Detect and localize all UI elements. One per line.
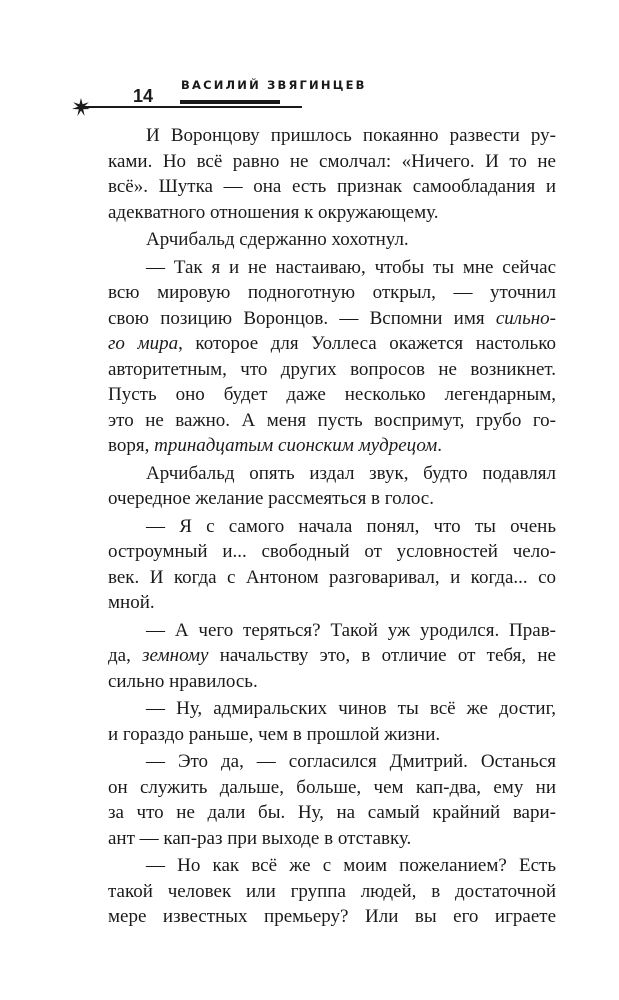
paragraph	[108, 123, 556, 225]
running-header	[0, 0, 619, 120]
text-line: ками. Но всё равно не смолчал: «Ничего. И то не	[108, 150, 556, 172]
text-segment: свою позицию Воронцов. — Вспомни имя	[108, 307, 496, 329]
text-line: Пусть оно будет даже несколько легендарным,	[108, 384, 556, 405]
text-segment: воря,	[108, 435, 155, 456]
text-segment: .	[437, 435, 443, 456]
text-line: — Я с самого начала понял, что ты очень	[146, 515, 556, 537]
text-line: век. И когда с Антоном разговаривал, и когда... со	[108, 566, 556, 588]
text-segment: , которое для Уоллеса окажется настолько	[178, 333, 556, 354]
paragraph	[108, 749, 556, 851]
italic-segment: земному	[142, 645, 209, 666]
text-line: — А чего теряться? Такой уж уродился. Прав-	[146, 619, 556, 641]
text-line: — Это да, — согласился Дмитрий. Останься	[146, 751, 556, 772]
text-line: всю мировую подноготную открыл, — уточнил	[108, 282, 556, 303]
text-line: всё». Шутка — она есть признак самообладания и	[108, 176, 556, 197]
author-name: ВАСИЛИЙ ЗВЯГИНЦЕВ	[181, 78, 367, 92]
text-line	[108, 643, 556, 669]
paragraph	[108, 255, 556, 459]
text-line	[108, 331, 556, 357]
italic-segment: го мира	[108, 333, 179, 354]
text-line: Арчибальд опять издал звук, будто подавлял	[146, 462, 556, 484]
text-line	[108, 433, 556, 459]
text-line: очередное желание рассмеяться в голос.	[108, 488, 434, 509]
text-segment: да,	[108, 645, 143, 666]
text-line: ант — кап-раз при выходе в отставку.	[108, 827, 412, 849]
text-line: это не важно. А меня пусть воспримут, грубо го-	[108, 409, 556, 431]
text-line: остроумный и... свободный от условностей чело-	[108, 541, 556, 562]
paragraph	[108, 227, 556, 253]
text-line: — Но как всё же с моим пожеланием? Есть	[146, 855, 556, 876]
header-rule-heavy	[180, 100, 280, 104]
text-line: адекватного отношения к окружающему.	[108, 201, 439, 223]
text-line	[108, 306, 556, 332]
text-line: И Воронцову пришлось покаянно развести ру-	[146, 125, 556, 146]
paragraph	[108, 696, 556, 747]
text-line: — Так я и не настаиваю, чтобы ты мне сейчас	[146, 256, 556, 278]
text-line: за что не дали бы. Ну, на самый крайний вари-	[108, 802, 556, 823]
text-line: авторитетным, что других вопросов не возникнет.	[108, 358, 556, 380]
paragraph	[108, 514, 556, 616]
page-number: 14	[133, 86, 154, 106]
text-segment: начальству это, в отличие от тебя, не	[208, 645, 556, 666]
paragraph	[108, 853, 556, 930]
text-line: — Ну, адмиральских чинов ты всё же достиг,	[146, 698, 556, 719]
text-line: мере известных премьеру? Или вы его играете	[108, 906, 556, 927]
text-line: такой человек или группа людей, в достаточной	[108, 880, 556, 902]
text-line: сильно нравилось.	[108, 670, 258, 692]
text-line: мной.	[108, 592, 155, 613]
italic-segment: сильно-	[495, 307, 556, 329]
italic-segment: тринадцатым сионским мудрецом	[154, 435, 438, 456]
text-line: Арчибальд сдержанно хохотнул.	[146, 229, 409, 250]
paragraph	[108, 618, 556, 695]
text-line: он служить дальше, больше, чем кап-два, ему ни	[108, 776, 556, 798]
paragraph	[108, 461, 556, 512]
header-rule	[82, 106, 302, 108]
body-text	[108, 123, 556, 932]
text-line: и гораздо раньше, чем в прошлой жизни.	[108, 723, 441, 745]
